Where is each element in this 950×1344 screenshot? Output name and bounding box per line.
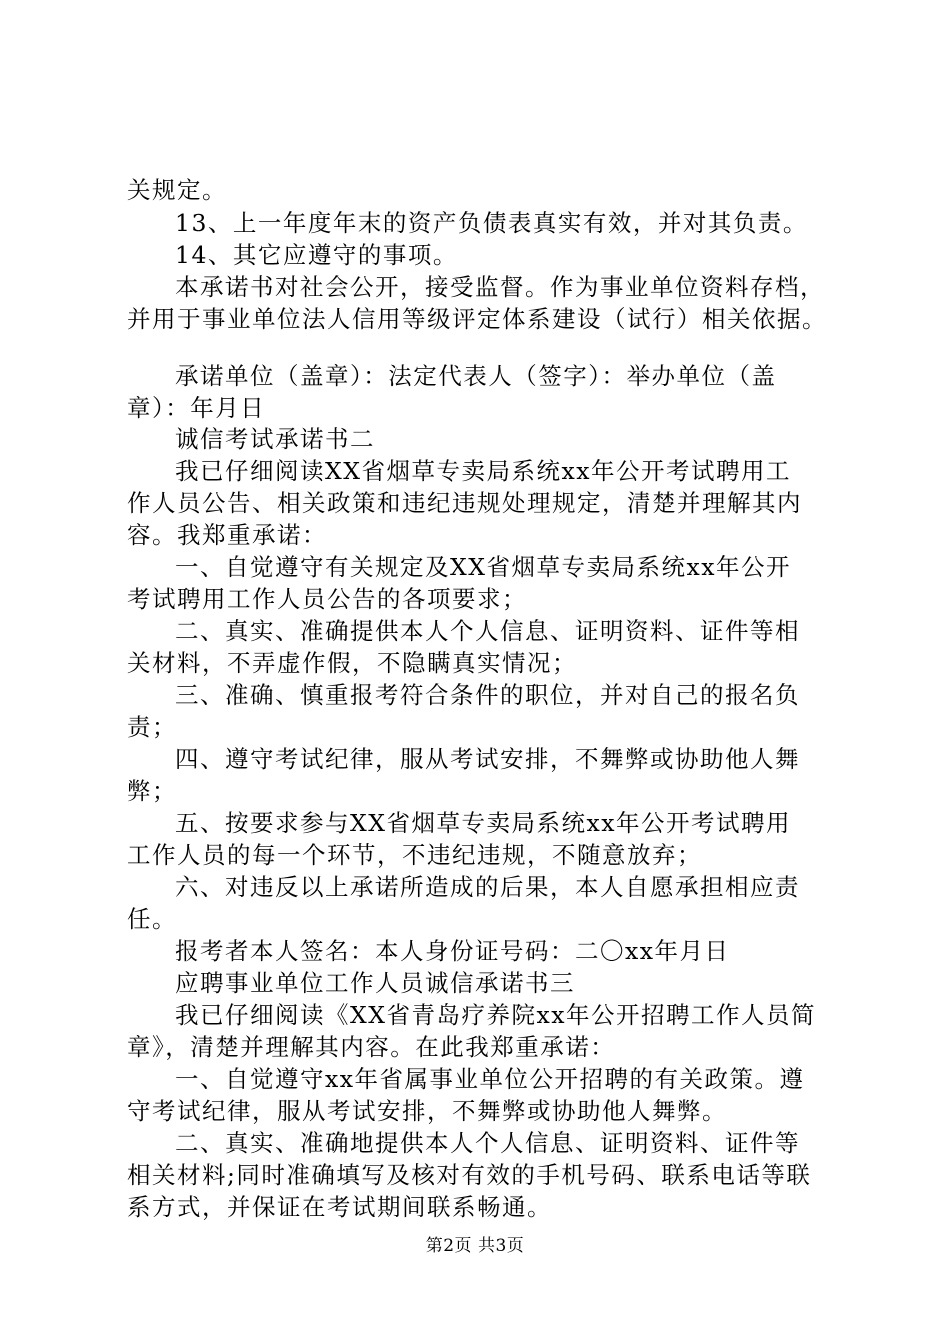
text-line: 报考者本人签名：本人身份证号码：二〇xx年月日: [175, 937, 730, 965]
text-line: 我已仔细阅读XX省烟草专卖局系统xx年公开考试聘用工: [175, 457, 791, 485]
text-line: 章》，清楚并理解其内容。在此我郑重承诺：: [127, 1033, 616, 1061]
text-line: 责；: [127, 713, 177, 741]
text-line: 六、对违反以上承诺所造成的后果，本人自愿承担相应责: [175, 873, 800, 901]
text-line: 弊；: [127, 777, 177, 805]
text-line: 二、真实、准确提供本人个人信息、证明资料、证件等相: [175, 617, 800, 645]
text-line: 我已仔细阅读《XX省青岛疗养院xx年公开招聘工作人员简: [175, 1001, 816, 1029]
text-line: 一、自觉遵守xx年省属事业单位公开招聘的有关政策。遵: [175, 1065, 805, 1093]
text-line: 一、自觉遵守有关规定及XX省烟草专卖局系统xx年公开: [175, 553, 791, 581]
text-line: 相关材料;同时准确填写及核对有效的手机号码、联系电话等联: [127, 1161, 812, 1189]
page-footer: 第2页 共3页: [425, 1236, 525, 1256]
text-line: 承诺单位（盖章）：法定代表人（签字）：举办单位（盖: [175, 362, 777, 390]
section-title: 应聘事业单位工作人员诚信承诺书三: [175, 969, 575, 997]
text-line: 二、真实、准确地提供本人个人信息、证明资料、证件等: [175, 1129, 800, 1157]
text-line: 本承诺书对社会公开，接受监督。作为事业单位资料存档，: [175, 273, 825, 301]
text-line: 任。: [127, 905, 177, 933]
text-line: 守考试纪律，服从考试安排，不舞弊或协助他人舞弊。: [127, 1097, 727, 1125]
text-line: 章）：年月日: [127, 394, 266, 422]
text-line: 关规定。: [127, 176, 227, 204]
text-line: 三、准确、慎重报考符合条件的职位，并对自己的报名负: [175, 681, 800, 709]
text-line: 系方式，并保证在考试期间联系畅通。: [127, 1193, 552, 1221]
text-line: 并用于事业单位法人信用等级评定体系建设（试行）相关依据。: [127, 305, 827, 333]
text-line: 13、上一年度年末的资产负债表真实有效，并对其负责。: [175, 209, 808, 237]
text-line: 作人员公告、相关政策和违纪违规处理规定，清楚并理解其内: [127, 489, 802, 517]
text-line: 五、按要求参与XX省烟草专卖局系统xx年公开考试聘用: [175, 809, 791, 837]
section-title: 诚信考试承诺书二: [175, 425, 375, 453]
text-line: 四、遵守考试纪律，服从考试安排，不舞弊或协助他人舞: [175, 745, 800, 773]
text-line: 考试聘用工作人员公告的各项要求；: [127, 585, 527, 613]
text-line: 关材料，不弄虚作假，不隐瞒真实情况；: [127, 649, 577, 677]
text-line: 14、其它应遵守的事项。: [175, 241, 458, 269]
text-line: 工作人员的每一个环节，不违纪违规，不随意放弃；: [127, 841, 702, 869]
text-line: 容。我郑重承诺：: [127, 521, 327, 549]
